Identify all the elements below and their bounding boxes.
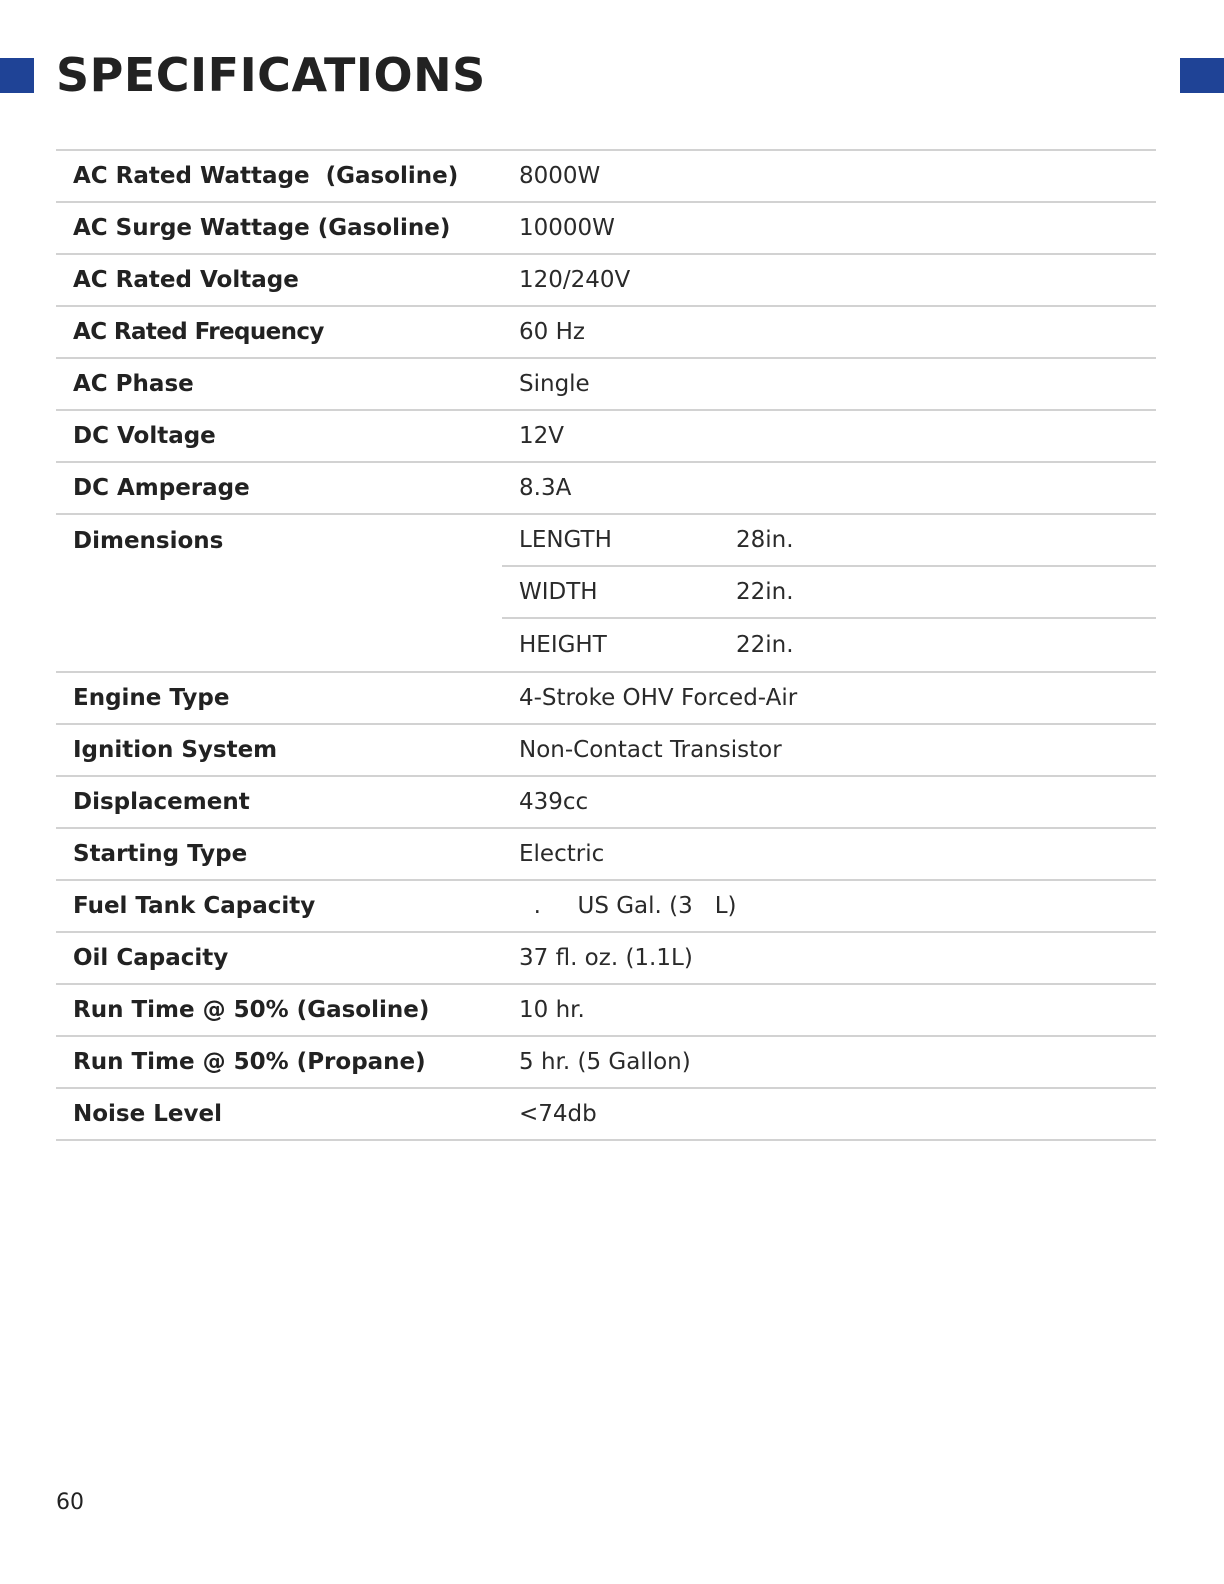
- left-accent-tab: [0, 58, 34, 93]
- spec-value: 10000W: [519, 215, 615, 241]
- dimension-value: 22in.: [736, 579, 794, 605]
- spec-label: Ignition System: [73, 737, 278, 763]
- dimension-line-length: [502, 515, 1156, 567]
- spec-row-starting-type: [56, 829, 1156, 881]
- spec-label: AC Rated Frequency: [73, 319, 324, 345]
- dimension-value: 22in.: [736, 632, 794, 658]
- spec-row-run-time-gasoline: [56, 985, 1156, 1037]
- spec-label: Displacement: [73, 789, 250, 815]
- spec-row-noise-level: [56, 1089, 1156, 1141]
- spec-label: Fuel Tank Capacity: [73, 893, 316, 919]
- spec-row-dc-voltage: [56, 411, 1156, 463]
- spec-row-ignition-system: [56, 725, 1156, 777]
- spec-label: Oil Capacity: [73, 945, 229, 971]
- spec-label: Dimensions: [73, 528, 224, 554]
- spec-row-ac-surge-wattage: [56, 203, 1156, 255]
- spec-label: DC Voltage: [73, 423, 216, 449]
- spec-value: <74db: [519, 1101, 597, 1127]
- spec-value: Single: [519, 371, 590, 397]
- dimension-value: 28in.: [736, 527, 794, 553]
- spec-row-ac-rated-frequency: [56, 307, 1156, 359]
- dimension-name: WIDTH: [519, 579, 598, 605]
- spec-label: DC Amperage: [73, 475, 250, 501]
- spec-value: 12V: [519, 423, 565, 449]
- spec-value: Non-Contact Transistor: [519, 737, 782, 763]
- right-accent-tab: [1180, 58, 1224, 93]
- spec-row-run-time-propane: [56, 1037, 1156, 1089]
- specifications-table: [56, 149, 1156, 1141]
- spec-value: 8.3A: [519, 475, 572, 501]
- spec-value: . US Gal. (3 L): [519, 893, 737, 919]
- spec-label: Starting Type: [73, 841, 248, 867]
- spec-value: 120/240V: [519, 267, 631, 293]
- spec-value: 37 fl. oz. (1.1L): [519, 945, 693, 971]
- spec-value: Electric: [519, 841, 605, 867]
- dimension-line-height: [502, 619, 1156, 671]
- spec-value: 8000W: [519, 163, 601, 189]
- spec-row-fuel-tank-capacity: [56, 881, 1156, 933]
- spec-value: 60 Hz: [519, 319, 585, 345]
- spec-label: Noise Level: [73, 1101, 222, 1127]
- spec-row-ac-phase: [56, 359, 1156, 411]
- page-number: 60: [56, 1490, 84, 1515]
- spec-row-ac-rated-wattage: [56, 151, 1156, 203]
- spec-label: AC Surge Wattage (Gasoline): [73, 215, 451, 241]
- dimension-name: HEIGHT: [519, 632, 607, 658]
- spec-row-dc-amperage: [56, 463, 1156, 515]
- dimensions-subtable: [502, 515, 1156, 671]
- spec-label: Run Time @ 50% (Gasoline): [73, 997, 430, 1023]
- dimension-name: LENGTH: [519, 527, 612, 553]
- spec-row-displacement: [56, 777, 1156, 829]
- dimension-line-width: [502, 567, 1156, 619]
- spec-value: 4-Stroke OHV Forced-Air: [519, 685, 798, 711]
- page-title: SPECIFICATIONS: [56, 48, 486, 102]
- spec-row-dimensions: [56, 515, 1156, 673]
- spec-value: 5 hr. (5 Gallon): [519, 1049, 691, 1075]
- spec-row-ac-rated-voltage: [56, 255, 1156, 307]
- spec-label: AC Rated Wattage (Gasoline): [73, 163, 459, 189]
- spec-row-engine-type: [56, 673, 1156, 725]
- spec-label: AC Rated Voltage: [73, 267, 299, 293]
- spec-label: Run Time @ 50% (Propane): [73, 1049, 426, 1075]
- spec-value: 10 hr.: [519, 997, 585, 1023]
- spec-row-oil-capacity: [56, 933, 1156, 985]
- spec-label: Engine Type: [73, 685, 230, 711]
- spec-label: AC Phase: [73, 371, 194, 397]
- spec-value: 439cc: [519, 789, 589, 815]
